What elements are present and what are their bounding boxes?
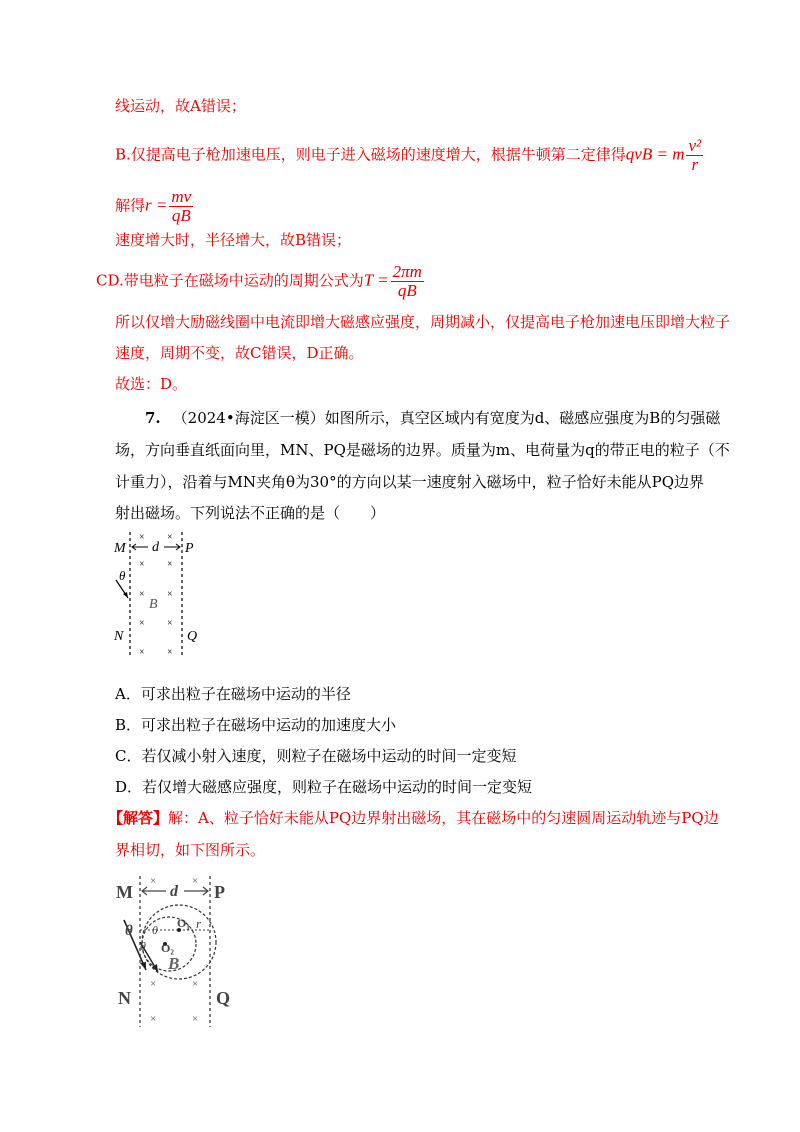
formula-t-lhs: T = xyxy=(363,270,389,290)
field-cross: × xyxy=(167,589,173,600)
field-cross: × xyxy=(139,647,145,658)
label-p: P xyxy=(214,882,225,902)
option-a: A．可求出粒子在磁场中运动的半径 xyxy=(115,685,351,703)
option-d: D．若仅增大磁感应强度，则粒子在磁场中运动的时间一定变短 xyxy=(115,778,533,796)
field-cross: × xyxy=(167,532,173,543)
field-cross: × xyxy=(167,647,173,658)
solution-conclusion-2: 速度，周期不变，故C错误，D正确。 xyxy=(115,344,364,362)
field-cross: × xyxy=(167,618,173,629)
label-q: Q xyxy=(216,988,231,1008)
label-d: d xyxy=(170,883,178,900)
answer-text-1: 解：A、粒子恰好未能从PQ边界射出磁场，其在磁场中的匀速圆周运动轨迹与PQ边 xyxy=(168,809,719,827)
label-theta-2: θ xyxy=(140,939,146,953)
label-b: B xyxy=(168,954,180,973)
velocity-arrowhead xyxy=(123,592,128,598)
label-o1: O₁ xyxy=(177,916,190,930)
label-q: Q xyxy=(187,629,198,644)
solution-cd-line xyxy=(96,263,426,300)
solution-b-text: B.仅提高电子枪加速电压，则电子进入磁场的速度增大，根据牛顿第二定律得 xyxy=(115,145,626,164)
field-cross: × xyxy=(150,978,157,990)
label-o2: O₂ xyxy=(161,941,174,955)
solution-speed-line: 速度增大时，半径增大，故B错误； xyxy=(115,231,352,249)
velocity-arrowhead xyxy=(140,962,146,970)
formula-qvb-lhs: qvB = m xyxy=(625,144,685,164)
field-cross: × xyxy=(139,618,145,629)
field-cross: × xyxy=(139,532,145,543)
field-cross: × xyxy=(150,1013,157,1025)
field-cross: × xyxy=(192,978,199,990)
label-theta: θ xyxy=(125,923,133,939)
question-line-2: 场，方向垂直纸面向里，MN、PQ是磁场的边界。质量为m、电荷量为q的带正电的粒子（不 xyxy=(115,441,730,459)
solution-conclusion-1: 所以仅增大励磁线圈中电流即增大磁感应强度，周期减小，仅提高电子枪加速电压即增大粒子 xyxy=(115,313,731,331)
question-text-1: （2024•海淀区一模）如图所示，真空区域内有宽度为d、磁感应强度为B的匀强磁 xyxy=(172,409,721,427)
cd-text: CD.带电粒子在磁场中运动的周期公式为 xyxy=(96,271,364,290)
label-r: r xyxy=(196,916,202,931)
formula-den: qB xyxy=(397,281,417,300)
magnetic-field-figure xyxy=(112,528,222,663)
field-cross: × xyxy=(150,875,157,887)
question-line-4: 射出磁场。下列说法不正确的是（ ） xyxy=(115,504,386,522)
field-cross: × xyxy=(139,589,145,600)
answer-line-2: 界相切，如下图所示。 xyxy=(115,841,266,859)
field-cross: × xyxy=(192,1013,199,1025)
field-cross: × xyxy=(192,875,199,887)
formula-den: r xyxy=(691,155,699,174)
option-b: B．可求出粒子在磁场中运动的加速度大小 xyxy=(115,716,397,734)
answer-line-1 xyxy=(108,808,719,828)
solution-line-1: 线运动，故A错误； xyxy=(115,97,246,115)
label-n: N xyxy=(118,988,131,1008)
label-n: N xyxy=(114,629,124,644)
label-theta: θ xyxy=(119,568,126,583)
label-p: P xyxy=(185,541,194,556)
question-line-3: 计重力），沿着与MN夹角θ为30°的方向以某一速度射入磁场中，粒子恰好未能从PQ边界 xyxy=(115,473,704,491)
formula-num: v² xyxy=(688,136,702,155)
formula-den: qB xyxy=(171,206,191,225)
label-theta-3: θ xyxy=(152,923,158,937)
field-cross: × xyxy=(167,559,173,570)
solution-line-b xyxy=(115,137,705,174)
formula-qvb-fraction xyxy=(686,137,703,174)
formula-r-lhs: r = xyxy=(145,195,168,215)
answer-tag: 【解答】 xyxy=(108,809,169,827)
label-m: M xyxy=(116,882,133,902)
question-line-1 xyxy=(145,408,720,428)
solve-text: 解得 xyxy=(115,196,146,215)
formula-num: 2πm xyxy=(392,262,422,281)
label-d: d xyxy=(152,540,159,555)
question-number: 7. xyxy=(145,409,161,427)
solution-answer: 故选：D。 xyxy=(115,375,188,393)
formula-t-fraction xyxy=(391,263,424,300)
option-c: C．若仅减小射入速度，则粒子在磁场中运动的时间一定变短 xyxy=(115,747,517,765)
trajectory-figure xyxy=(112,872,242,1032)
solution-solve-line xyxy=(115,188,195,225)
formula-num: mv xyxy=(171,187,192,206)
label-b: B xyxy=(149,597,158,612)
formula-r-fraction xyxy=(169,188,193,225)
label-m: M xyxy=(114,541,126,556)
field-cross: × xyxy=(139,559,145,570)
